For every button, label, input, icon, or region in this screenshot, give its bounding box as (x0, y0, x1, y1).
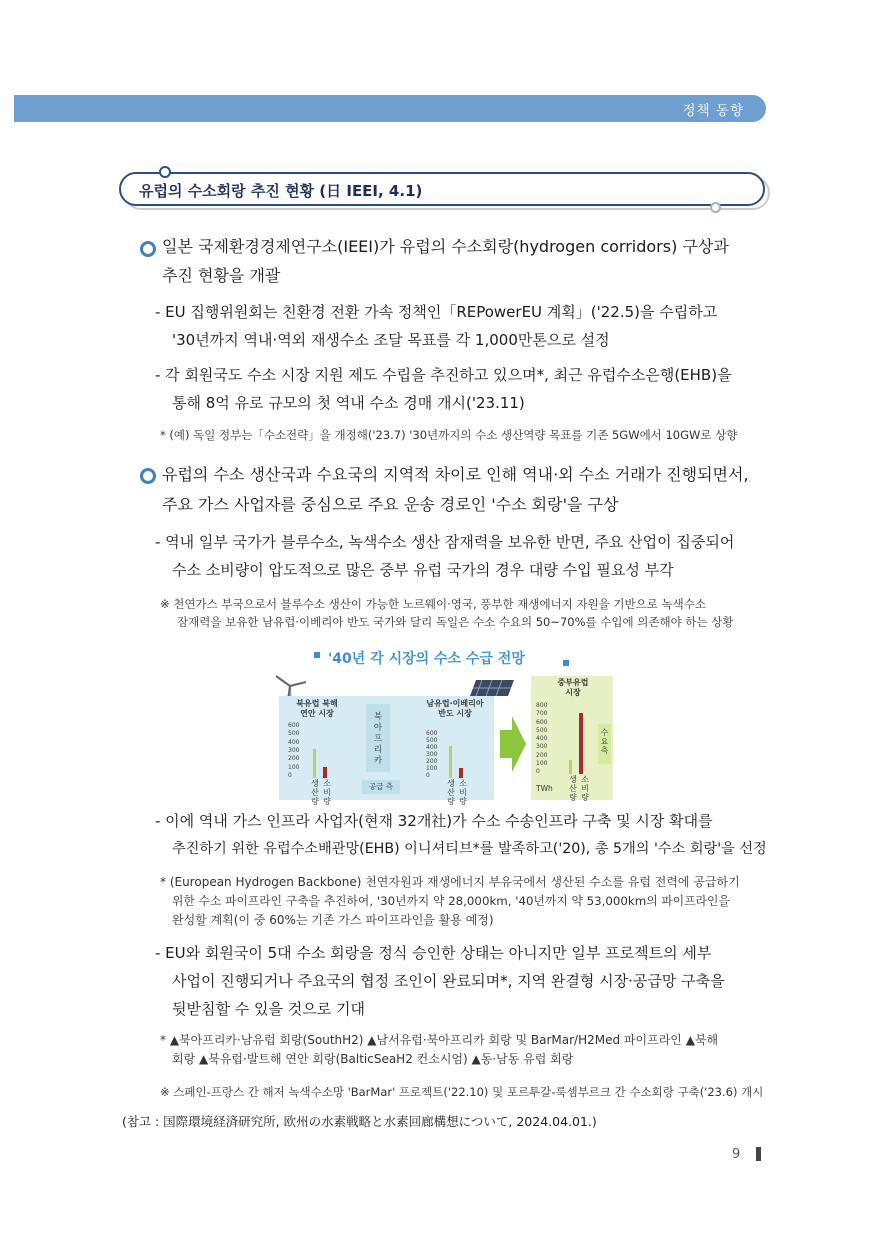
north-consumption-bar (323, 767, 327, 778)
bullet2-note-line1: ※ 천연가스 부국으로서 블루수소 생산이 가능한 노르웨이·영국, 풍부한 재생에너지 자원을 기반으로 녹색수소 (160, 597, 706, 611)
central-axis (536, 702, 550, 774)
page-marker (756, 1147, 761, 1161)
south-tick-label: 100 (426, 765, 438, 772)
central-cons-label: 소 비 량 (581, 775, 589, 802)
central-bars (566, 702, 596, 774)
north-prod-label: 생 산 량 (311, 779, 319, 806)
right-arrow-icon (500, 716, 526, 772)
central-tick-label: 800 (536, 702, 548, 709)
bullet3-dash2-line1: - EU와 회원국이 5대 수소 회랑을 정식 승인한 상태는 아니지만 일부 프로젝트의 세부 (155, 944, 712, 962)
bullet1-dash2-line2: 통해 8억 유로 규모의 첫 역내 수소 경매 개시('23.11) (172, 394, 525, 412)
bullet3-note1-line2: 위한 수소 파이프라인 구축을 추진하여, '30년까지 약 28,000km, '40년까지 약 53,000km의 파이프라인을 (172, 894, 730, 908)
supply-side-label: 공급 측 (362, 780, 400, 794)
north-tick-label: 500 (288, 730, 300, 738)
figure-title-end-marker-icon (563, 660, 569, 666)
bullet2-dash1-line1: - 역내 일부 국가가 블루수소, 녹색수소 생산 잠재력을 보유한 반면, 주요 산업이 집중되어 (155, 533, 735, 551)
south-tick-label: 0 (426, 772, 430, 779)
north-tick-label: 300 (288, 747, 300, 754)
north-production-bar (313, 749, 316, 778)
bullet1-line2: 추진 현황을 개괄 (162, 266, 281, 285)
north-cons-label: 소 비 량 (323, 779, 331, 806)
south-cons-label: 소 비 량 (459, 779, 467, 806)
central-production-bar (569, 760, 572, 774)
south-tick-label: 200 (426, 758, 438, 765)
central-prod-label: 생 산 량 (569, 775, 577, 802)
central-consumption-bar (579, 713, 583, 774)
north-axis (288, 722, 302, 778)
bullet-ring-icon (140, 468, 156, 484)
figure-title-marker-icon (314, 652, 320, 658)
south-bars (446, 730, 476, 778)
bullet1-dash1-line1: - EU 집행위원회는 친환경 전환 가속 정책인「REPowerEU 계획」('22.5)을 수립하고 (155, 303, 718, 321)
north-tick-label: 100 (288, 763, 300, 771)
bullet2-line2: 주요 가스 사업자를 중심으로 주요 운송 경로인 '수소 회랑'을 구상 (162, 495, 619, 514)
title-knob-icon (159, 166, 171, 178)
bullet1-dash2-line1: - 각 회원국도 수소 시장 지원 제도 수립을 추진하고 있으며*, 최근 유럽수소은행(EHB)을 (155, 366, 732, 384)
title-knob-shadow-icon (710, 202, 721, 213)
africa-label: 북 아 프 리 카 (373, 712, 383, 766)
south-axis (426, 730, 440, 778)
bullet2-line1: 유럽의 수소 생산국과 수요국의 지역적 차이로 인해 역내·외 수소 거래가 진행되면서, (162, 465, 749, 484)
central-tick-label: 0 (536, 768, 540, 775)
north-tick-label: 600 (288, 722, 300, 729)
central-tick-label: 100 (536, 759, 548, 767)
south-prod-label: 생 산 량 (447, 779, 455, 806)
bullet2-dash1-line2: 수소 소비량이 압도적으로 많은 중부 유럽 국가의 경우 대량 수입 필요성 부각 (172, 561, 674, 579)
bullet1-note: * (예) 독일 정부는「수소전략」을 개정해('23.7) '30년까지의 수소 생산역량 목표를 기존 5GW에서 10GW로 상향 (160, 428, 738, 442)
page-number: 9 (732, 1147, 741, 1162)
central-tick-label: 400 (536, 735, 548, 742)
central-tick-label: 200 (536, 751, 548, 759)
north-market-label: 북유럽 북해 연안 시장 (296, 699, 338, 718)
section-header-bar (14, 95, 766, 122)
bullet3-note3: ※ 스페인-프랑스 간 해저 녹색수소망 'BarMar' 프로젝트('22.10) 및 포르투갈-룩셈부르크 간 수소회랑 구축('23.6) 개시 (160, 1085, 764, 1099)
south-tick-label: 500 (426, 737, 438, 744)
central-market-label: 중부유럽 시장 (557, 678, 589, 697)
south-consumption-bar (459, 768, 463, 778)
bullet1-line1: 일본 국제환경경제연구소(IEEI)가 유럽의 수소회랑(hydrogen corridors) 구상과 (162, 237, 729, 256)
bullet3-note1-line1: * (European Hydrogen Backbone) 천연자원과 재생에너지 부유국에서 생산된 수소를 유럽 전력에 공급하기 (160, 875, 740, 889)
bullet3-note2-line2: 회랑 ▲북유럽·발트해 연안 회랑(BalticSeaH2 컨소시엄) ▲동·남동 유럽 회랑 (172, 1052, 574, 1066)
south-market-label: 남유럽·이베리아 반도 시장 (426, 699, 484, 718)
central-tick-label: 300 (536, 743, 548, 751)
south-tick-label: 600 (426, 730, 438, 737)
bullet-ring-icon (140, 241, 156, 257)
bullet3-dash1-line2: 추진하기 위한 유럽수소배관망(EHB) 이니셔티브*를 발족하고('20), 총 5개의 '수소 회랑'을 선정 (172, 841, 767, 857)
figure-container (274, 672, 619, 804)
bullet1-dash1-line2: '30년까지 역내·역외 재생수소 조달 목표를 각 1,000만톤으로 설정 (172, 331, 610, 349)
bullet3-note1-line3: 완성할 계획(이 중 60%는 기존 가스 파이프라인을 활용 예정) (172, 913, 494, 927)
unit-label: TWh (536, 784, 553, 793)
section-title: 유럽의 수소회랑 추진 현황 (日 IEEI, 4.1) (139, 182, 423, 200)
north-tick-label: 0 (288, 772, 292, 779)
south-tick-label: 300 (426, 751, 438, 758)
north-tick-label: 200 (288, 755, 300, 763)
south-production-bar (449, 746, 452, 778)
central-tick-label: 500 (536, 726, 548, 734)
bullet3-note2-line1: * ▲북아프리카·남유럽 회랑(SouthH2) ▲남서유럽·북아프리카 회랑 및 BarMar/H2Med 파이프라인 ▲북해 (160, 1033, 719, 1047)
central-tick-label: 600 (536, 718, 548, 726)
bullet3-dash2-line2: 사업이 진행되거나 주요국의 협정 조인이 완료되며*, 지역 완결형 시장·공급망 구축을 (172, 972, 725, 990)
figure-title: '40년 각 시장의 수소 수급 전망 (328, 651, 525, 667)
south-tick-label: 400 (426, 744, 438, 751)
north-tick-label: 400 (288, 738, 300, 746)
header-label: 정책 동향 (682, 103, 744, 119)
bullet3-dash2-line3: 뒷받침할 수 있을 것으로 기대 (172, 1000, 365, 1018)
bullet2-note-line2: 잠재력을 보유한 남유럽·이베리아 반도 국가와 달리 독일은 수소 수요의 50~70%를 수입에 의존해야 하는 상황 (177, 615, 734, 629)
bullet3-dash1-line1: - 이에 역내 가스 인프라 사업자(현재 32개社)가 수소 수송인프라 구축 및 시장 확대를 (155, 812, 713, 830)
central-tick-label: 700 (536, 710, 548, 718)
reference: (참고 : 国際環境経済研究所, 欧州の水素戦略と水素回廊構想について, 2024.04.01.) (122, 1114, 597, 1129)
north-bars (310, 722, 340, 778)
demand-side-label: 수 요 측 (600, 728, 609, 755)
